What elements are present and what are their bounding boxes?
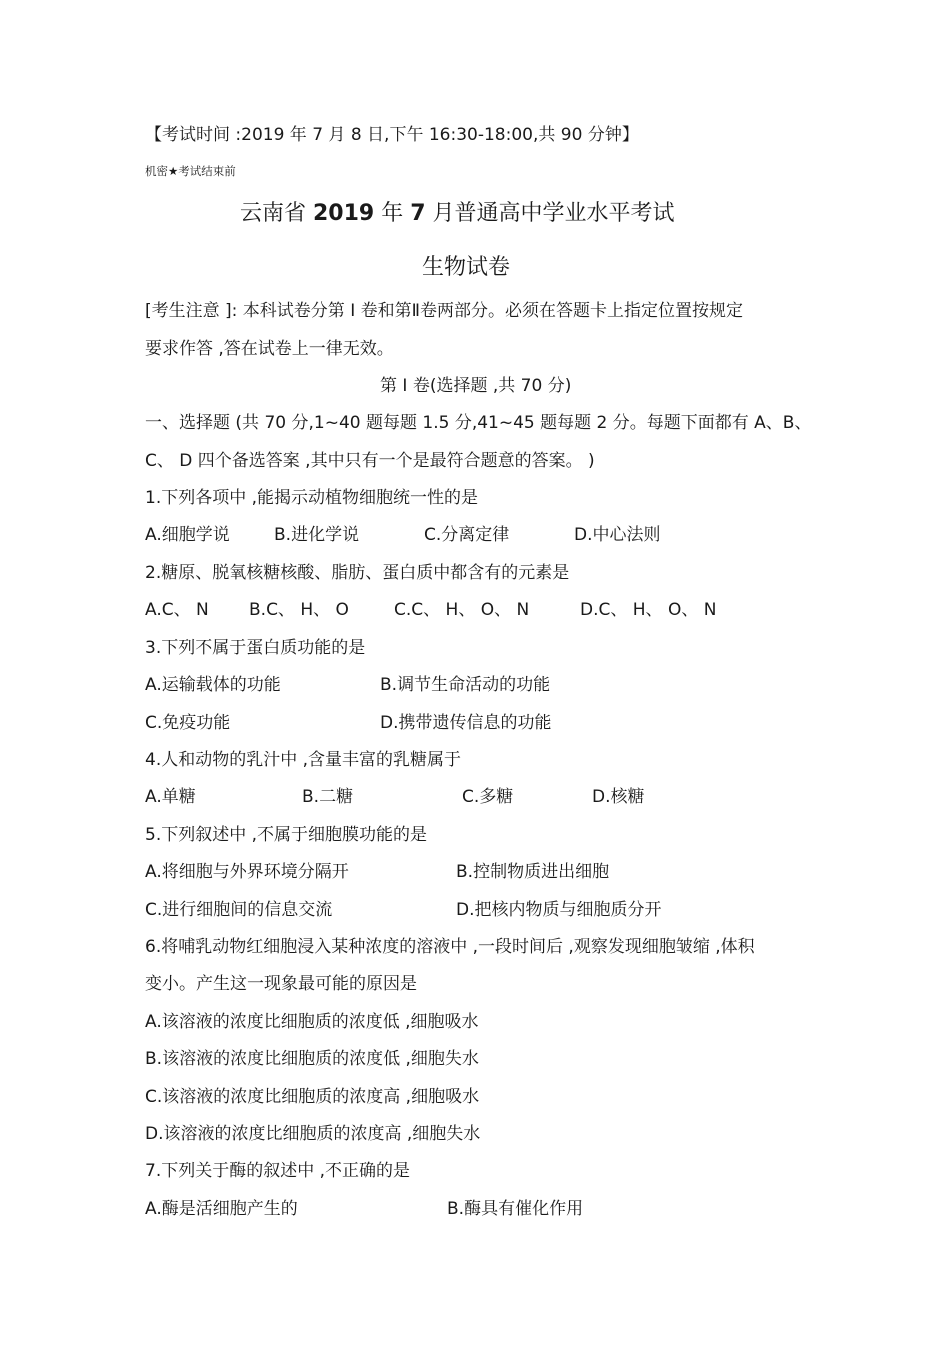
option-a: A.运输载体的功能 [145, 675, 281, 695]
question-stem-continued: 变小。产生这一现象最可能的原因是 [145, 974, 417, 994]
option-a: A.单糖 [145, 787, 196, 807]
section1-instructions-2: C、 D 四个备选答案 ,其中只有一个是最符合题意的答案。 ) [145, 451, 595, 471]
option-c: C.多糖 [462, 787, 514, 807]
option-d: D.该溶液的浓度比细胞质的浓度高 ,细胞失水 [145, 1124, 481, 1144]
option-d: D.中心法则 [574, 525, 661, 545]
option-b: B.二糖 [302, 787, 354, 807]
notice-line-2: 要求作答 ,答在试卷上一律无效。 [145, 339, 394, 359]
title-part-b: 年 [374, 201, 411, 226]
section1-instructions-1: 一、选择题 (共 70 分,1~40 题每题 1.5 分,41~45 题每题 2 分。每题下面都有 A、B、 [145, 413, 812, 433]
title-month: 7 [410, 201, 426, 226]
option-b: B.酶具有催化作用 [447, 1199, 584, 1219]
option-c: C.C、 H、 O、 N [394, 600, 530, 620]
option-c: C.该溶液的浓度比细胞质的浓度高 ,细胞吸水 [145, 1087, 480, 1107]
question-stem: 6.将哺乳动物红细胞浸入某种浓度的溶液中 ,一段时间后 ,观察发现细胞皱缩 ,体积 [145, 937, 755, 957]
option-b: B.调节生命活动的功能 [380, 675, 551, 695]
option-a: A.该溶液的浓度比细胞质的浓度低 ,细胞吸水 [145, 1012, 479, 1032]
part1-heading: 第 Ⅰ 卷(选择题 ,共 70 分) [380, 376, 572, 396]
question-stem: 2.糖原、脱氧核糖核酸、脂肪、蛋白质中都含有的元素是 [145, 563, 570, 583]
option-c: C.进行细胞间的信息交流 [145, 900, 333, 920]
option-b: B.控制物质进出细胞 [456, 862, 610, 882]
notice-line-1: [考生注意 ]: 本科试卷分第 Ⅰ 卷和第Ⅱ卷两部分。必须在答题卡上指定位置按规定 [145, 301, 743, 321]
subtitle: 生物试卷 [422, 255, 511, 280]
option-d: D.把核内物质与细胞质分开 [456, 900, 662, 920]
option-b: B.C、 H、 O [249, 600, 349, 620]
title-part-c: 月普通高中学业水平考试 [425, 201, 675, 226]
question-stem: 7.下列关于酶的叙述中 ,不正确的是 [145, 1161, 411, 1181]
option-a: A.细胞学说 [145, 525, 230, 545]
option-b: B.该溶液的浓度比细胞质的浓度低 ,细胞失水 [145, 1049, 479, 1069]
page-title [240, 200, 675, 228]
option-b: B.进化学说 [274, 525, 360, 545]
option-a: A.将细胞与外界环境分隔开 [145, 862, 349, 882]
title-part-a: 云南省 [240, 201, 313, 226]
option-d: D.携带遗传信息的功能 [380, 713, 552, 733]
confidential-label: 机密★考试结束前 [145, 164, 236, 178]
title-year: 2019 [313, 201, 375, 226]
option-a: A.酶是活细胞产生的 [145, 1199, 298, 1219]
option-a: A.C、 N [145, 600, 209, 620]
option-d: D.核糖 [592, 787, 645, 807]
option-d: D.C、 H、 O、 N [580, 600, 717, 620]
question-stem: 5.下列叙述中 ,不属于细胞膜功能的是 [145, 825, 428, 845]
question-stem: 1.下列各项中 ,能揭示动植物细胞统一性的是 [145, 488, 479, 508]
question-stem: 4.人和动物的乳汁中 ,含量丰富的乳糖属于 [145, 750, 462, 770]
option-c: C.免疫功能 [145, 713, 231, 733]
option-c: C.分离定律 [424, 525, 510, 545]
question-stem: 3.下列不属于蛋白质功能的是 [145, 638, 366, 658]
exam-time: 【考试时间 :2019 年 7 月 8 日,下午 16:30-18:00,共 90 分钟】 [145, 125, 639, 145]
